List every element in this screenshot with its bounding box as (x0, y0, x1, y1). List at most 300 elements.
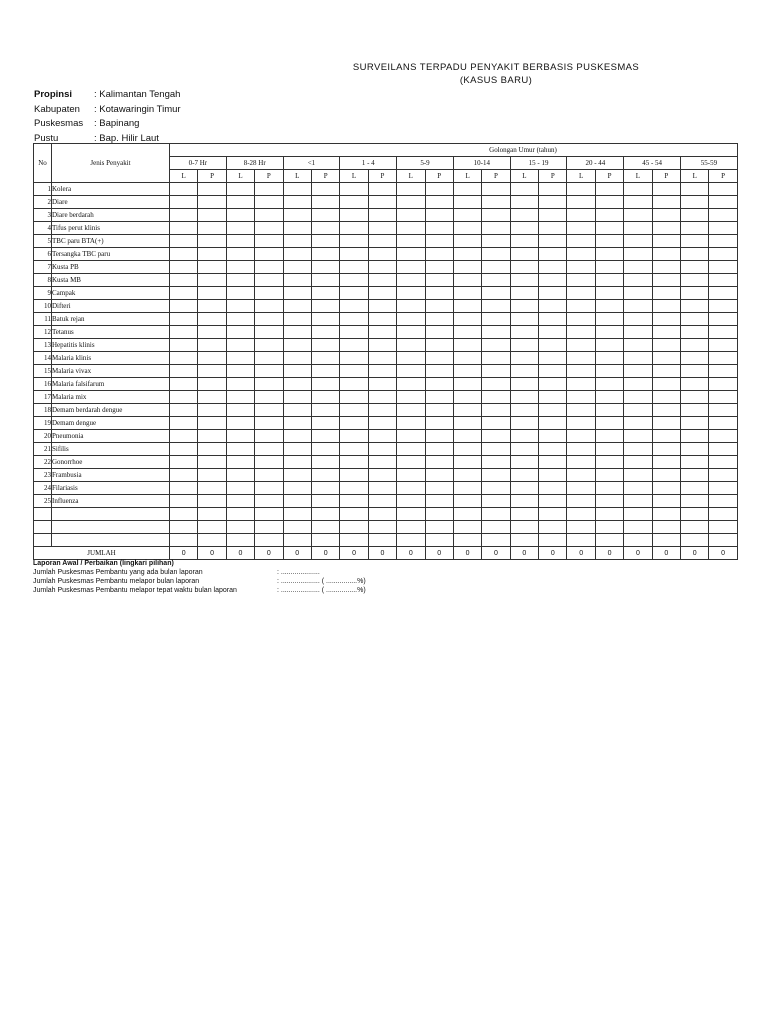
case-count-cell[interactable] (340, 196, 368, 209)
case-count-cell[interactable] (170, 417, 198, 430)
case-count-cell[interactable] (425, 339, 453, 352)
case-count-cell[interactable] (681, 391, 709, 404)
case-count-cell[interactable] (397, 248, 425, 261)
case-count-cell[interactable] (170, 248, 198, 261)
case-count-cell[interactable] (368, 209, 396, 222)
case-count-cell[interactable] (397, 443, 425, 456)
case-count-cell[interactable] (453, 300, 481, 313)
case-count-cell[interactable] (595, 183, 623, 196)
case-count-cell[interactable] (397, 326, 425, 339)
case-count-cell[interactable] (198, 534, 226, 547)
case-count-cell[interactable] (567, 326, 595, 339)
case-count-cell[interactable] (652, 274, 680, 287)
case-count-cell[interactable] (510, 378, 538, 391)
case-count-cell[interactable] (311, 352, 339, 365)
case-count-cell[interactable] (595, 456, 623, 469)
case-count-cell[interactable] (624, 196, 652, 209)
case-count-cell[interactable] (510, 274, 538, 287)
case-count-cell[interactable] (453, 508, 481, 521)
case-count-cell[interactable] (624, 443, 652, 456)
case-count-cell[interactable] (482, 196, 510, 209)
case-count-cell[interactable] (340, 521, 368, 534)
case-count-cell[interactable] (311, 209, 339, 222)
case-count-cell[interactable] (453, 222, 481, 235)
case-count-cell[interactable] (170, 196, 198, 209)
case-count-cell[interactable] (170, 326, 198, 339)
case-count-cell[interactable] (482, 378, 510, 391)
case-count-cell[interactable] (170, 482, 198, 495)
case-count-cell[interactable] (709, 365, 737, 378)
case-count-cell[interactable] (510, 404, 538, 417)
case-count-cell[interactable] (709, 196, 737, 209)
case-count-cell[interactable] (198, 300, 226, 313)
case-count-cell[interactable] (595, 196, 623, 209)
case-count-cell[interactable] (311, 235, 339, 248)
case-count-cell[interactable] (255, 456, 283, 469)
case-count-cell[interactable] (397, 482, 425, 495)
case-count-cell[interactable] (368, 261, 396, 274)
case-count-cell[interactable] (539, 339, 567, 352)
case-count-cell[interactable] (652, 209, 680, 222)
case-count-cell[interactable] (198, 209, 226, 222)
case-count-cell[interactable] (510, 261, 538, 274)
case-count-cell[interactable] (340, 456, 368, 469)
case-count-cell[interactable] (226, 248, 254, 261)
case-count-cell[interactable] (652, 378, 680, 391)
case-count-cell[interactable] (453, 235, 481, 248)
case-count-cell[interactable] (425, 404, 453, 417)
case-count-cell[interactable] (652, 261, 680, 274)
case-count-cell[interactable] (255, 326, 283, 339)
case-count-cell[interactable] (368, 313, 396, 326)
case-count-cell[interactable] (311, 417, 339, 430)
case-count-cell[interactable] (567, 183, 595, 196)
case-count-cell[interactable] (482, 469, 510, 482)
case-count-cell[interactable] (681, 365, 709, 378)
case-count-cell[interactable] (340, 339, 368, 352)
case-count-cell[interactable] (198, 196, 226, 209)
case-count-cell[interactable] (567, 222, 595, 235)
case-count-cell[interactable] (453, 352, 481, 365)
case-count-cell[interactable] (283, 508, 311, 521)
case-count-cell[interactable] (397, 235, 425, 248)
case-count-cell[interactable] (595, 274, 623, 287)
case-count-cell[interactable] (709, 378, 737, 391)
case-count-cell[interactable] (311, 404, 339, 417)
case-count-cell[interactable] (482, 261, 510, 274)
case-count-cell[interactable] (567, 339, 595, 352)
case-count-cell[interactable] (198, 521, 226, 534)
case-count-cell[interactable] (539, 183, 567, 196)
case-count-cell[interactable] (539, 235, 567, 248)
case-count-cell[interactable] (255, 508, 283, 521)
case-count-cell[interactable] (170, 456, 198, 469)
case-count-cell[interactable] (681, 521, 709, 534)
case-count-cell[interactable] (681, 326, 709, 339)
case-count-cell[interactable] (170, 378, 198, 391)
case-count-cell[interactable] (340, 209, 368, 222)
case-count-cell[interactable] (255, 352, 283, 365)
case-count-cell[interactable] (198, 326, 226, 339)
case-count-cell[interactable] (283, 417, 311, 430)
case-count-cell[interactable] (709, 274, 737, 287)
case-count-cell[interactable] (510, 287, 538, 300)
case-count-cell[interactable] (453, 209, 481, 222)
case-count-cell[interactable] (539, 443, 567, 456)
case-count-cell[interactable] (170, 508, 198, 521)
case-count-cell[interactable] (397, 378, 425, 391)
case-count-cell[interactable] (539, 313, 567, 326)
case-count-cell[interactable] (255, 222, 283, 235)
case-count-cell[interactable] (425, 482, 453, 495)
case-count-cell[interactable] (198, 183, 226, 196)
case-count-cell[interactable] (255, 417, 283, 430)
case-count-cell[interactable] (283, 300, 311, 313)
case-count-cell[interactable] (425, 508, 453, 521)
case-count-cell[interactable] (482, 209, 510, 222)
case-count-cell[interactable] (709, 248, 737, 261)
case-count-cell[interactable] (539, 222, 567, 235)
case-count-cell[interactable] (681, 183, 709, 196)
case-count-cell[interactable] (311, 443, 339, 456)
case-count-cell[interactable] (283, 235, 311, 248)
case-count-cell[interactable] (226, 183, 254, 196)
case-count-cell[interactable] (425, 248, 453, 261)
case-count-cell[interactable] (453, 456, 481, 469)
case-count-cell[interactable] (226, 430, 254, 443)
case-count-cell[interactable] (510, 391, 538, 404)
case-count-cell[interactable] (397, 534, 425, 547)
case-count-cell[interactable] (510, 430, 538, 443)
case-count-cell[interactable] (482, 417, 510, 430)
case-count-cell[interactable] (709, 534, 737, 547)
case-count-cell[interactable] (453, 326, 481, 339)
case-count-cell[interactable] (170, 495, 198, 508)
case-count-cell[interactable] (595, 339, 623, 352)
case-count-cell[interactable] (709, 222, 737, 235)
case-count-cell[interactable] (681, 339, 709, 352)
case-count-cell[interactable] (255, 261, 283, 274)
case-count-cell[interactable] (453, 313, 481, 326)
case-count-cell[interactable] (340, 183, 368, 196)
case-count-cell[interactable] (283, 521, 311, 534)
case-count-cell[interactable] (510, 534, 538, 547)
case-count-cell[interactable] (226, 209, 254, 222)
case-count-cell[interactable] (397, 313, 425, 326)
case-count-cell[interactable] (624, 209, 652, 222)
case-count-cell[interactable] (255, 534, 283, 547)
case-count-cell[interactable] (482, 391, 510, 404)
case-count-cell[interactable] (198, 508, 226, 521)
case-count-cell[interactable] (681, 196, 709, 209)
case-count-cell[interactable] (482, 352, 510, 365)
case-count-cell[interactable] (510, 495, 538, 508)
case-count-cell[interactable] (425, 183, 453, 196)
case-count-cell[interactable] (624, 378, 652, 391)
case-count-cell[interactable] (510, 352, 538, 365)
case-count-cell[interactable] (368, 456, 396, 469)
case-count-cell[interactable] (510, 313, 538, 326)
case-count-cell[interactable] (340, 391, 368, 404)
case-count-cell[interactable] (226, 365, 254, 378)
case-count-cell[interactable] (425, 469, 453, 482)
case-count-cell[interactable] (311, 313, 339, 326)
case-count-cell[interactable] (652, 508, 680, 521)
case-count-cell[interactable] (283, 456, 311, 469)
case-count-cell[interactable] (283, 391, 311, 404)
case-count-cell[interactable] (453, 274, 481, 287)
case-count-cell[interactable] (198, 469, 226, 482)
case-count-cell[interactable] (397, 183, 425, 196)
case-count-cell[interactable] (425, 261, 453, 274)
case-count-cell[interactable] (709, 417, 737, 430)
case-count-cell[interactable] (453, 196, 481, 209)
case-count-cell[interactable] (567, 482, 595, 495)
case-count-cell[interactable] (482, 313, 510, 326)
case-count-cell[interactable] (624, 222, 652, 235)
case-count-cell[interactable] (198, 417, 226, 430)
case-count-cell[interactable] (170, 313, 198, 326)
case-count-cell[interactable] (539, 274, 567, 287)
case-count-cell[interactable] (709, 287, 737, 300)
case-count-cell[interactable] (652, 430, 680, 443)
case-count-cell[interactable] (368, 443, 396, 456)
case-count-cell[interactable] (340, 404, 368, 417)
case-count-cell[interactable] (453, 417, 481, 430)
case-count-cell[interactable] (510, 196, 538, 209)
case-count-cell[interactable] (340, 378, 368, 391)
case-count-cell[interactable] (368, 508, 396, 521)
case-count-cell[interactable] (368, 378, 396, 391)
case-count-cell[interactable] (652, 339, 680, 352)
case-count-cell[interactable] (425, 417, 453, 430)
case-count-cell[interactable] (681, 534, 709, 547)
case-count-cell[interactable] (595, 482, 623, 495)
case-count-cell[interactable] (255, 339, 283, 352)
case-count-cell[interactable] (283, 365, 311, 378)
case-count-cell[interactable] (453, 391, 481, 404)
case-count-cell[interactable] (397, 352, 425, 365)
case-count-cell[interactable] (255, 521, 283, 534)
case-count-cell[interactable] (453, 287, 481, 300)
case-count-cell[interactable] (482, 222, 510, 235)
case-count-cell[interactable] (595, 261, 623, 274)
case-count-cell[interactable] (226, 391, 254, 404)
case-count-cell[interactable] (397, 339, 425, 352)
case-count-cell[interactable] (539, 196, 567, 209)
case-count-cell[interactable] (311, 456, 339, 469)
case-count-cell[interactable] (340, 287, 368, 300)
note-fill[interactable]: : .................... ( ................%) (277, 587, 366, 594)
case-count-cell[interactable] (397, 456, 425, 469)
case-count-cell[interactable] (510, 209, 538, 222)
case-count-cell[interactable] (255, 378, 283, 391)
case-count-cell[interactable] (652, 443, 680, 456)
case-count-cell[interactable] (482, 326, 510, 339)
case-count-cell[interactable] (425, 222, 453, 235)
case-count-cell[interactable] (595, 235, 623, 248)
case-count-cell[interactable] (425, 313, 453, 326)
case-count-cell[interactable] (255, 404, 283, 417)
case-count-cell[interactable] (482, 521, 510, 534)
case-count-cell[interactable] (539, 521, 567, 534)
case-count-cell[interactable] (226, 235, 254, 248)
case-count-cell[interactable] (340, 469, 368, 482)
case-count-cell[interactable] (624, 365, 652, 378)
case-count-cell[interactable] (567, 352, 595, 365)
case-count-cell[interactable] (652, 196, 680, 209)
case-count-cell[interactable] (368, 196, 396, 209)
case-count-cell[interactable] (425, 495, 453, 508)
case-count-cell[interactable] (368, 339, 396, 352)
case-count-cell[interactable] (652, 391, 680, 404)
case-count-cell[interactable] (567, 378, 595, 391)
case-count-cell[interactable] (624, 287, 652, 300)
case-count-cell[interactable] (226, 482, 254, 495)
case-count-cell[interactable] (681, 443, 709, 456)
case-count-cell[interactable] (170, 339, 198, 352)
case-count-cell[interactable] (226, 404, 254, 417)
case-count-cell[interactable] (539, 404, 567, 417)
case-count-cell[interactable] (226, 469, 254, 482)
case-count-cell[interactable] (510, 469, 538, 482)
case-count-cell[interactable] (709, 508, 737, 521)
case-count-cell[interactable] (453, 430, 481, 443)
case-count-cell[interactable] (681, 456, 709, 469)
case-count-cell[interactable] (226, 313, 254, 326)
case-count-cell[interactable] (170, 183, 198, 196)
case-count-cell[interactable] (510, 235, 538, 248)
case-count-cell[interactable] (311, 378, 339, 391)
case-count-cell[interactable] (283, 482, 311, 495)
case-count-cell[interactable] (595, 222, 623, 235)
case-count-cell[interactable] (709, 443, 737, 456)
case-count-cell[interactable] (567, 417, 595, 430)
case-count-cell[interactable] (425, 430, 453, 443)
case-count-cell[interactable] (567, 534, 595, 547)
case-count-cell[interactable] (397, 521, 425, 534)
case-count-cell[interactable] (198, 222, 226, 235)
case-count-cell[interactable] (368, 430, 396, 443)
case-count-cell[interactable] (453, 495, 481, 508)
case-count-cell[interactable] (255, 209, 283, 222)
case-count-cell[interactable] (595, 313, 623, 326)
case-count-cell[interactable] (397, 495, 425, 508)
case-count-cell[interactable] (170, 300, 198, 313)
case-count-cell[interactable] (255, 196, 283, 209)
case-count-cell[interactable] (652, 365, 680, 378)
case-count-cell[interactable] (539, 430, 567, 443)
case-count-cell[interactable] (510, 222, 538, 235)
case-count-cell[interactable] (453, 261, 481, 274)
case-count-cell[interactable] (681, 352, 709, 365)
case-count-cell[interactable] (539, 365, 567, 378)
case-count-cell[interactable] (624, 456, 652, 469)
case-count-cell[interactable] (652, 417, 680, 430)
case-count-cell[interactable] (198, 352, 226, 365)
case-count-cell[interactable] (170, 534, 198, 547)
case-count-cell[interactable] (340, 417, 368, 430)
case-count-cell[interactable] (624, 391, 652, 404)
case-count-cell[interactable] (624, 313, 652, 326)
case-count-cell[interactable] (397, 365, 425, 378)
case-count-cell[interactable] (198, 365, 226, 378)
case-count-cell[interactable] (170, 222, 198, 235)
case-count-cell[interactable] (170, 235, 198, 248)
case-count-cell[interactable] (539, 261, 567, 274)
case-count-cell[interactable] (709, 391, 737, 404)
case-count-cell[interactable] (539, 248, 567, 261)
case-count-cell[interactable] (368, 248, 396, 261)
case-count-cell[interactable] (198, 274, 226, 287)
case-count-cell[interactable] (397, 404, 425, 417)
case-count-cell[interactable] (340, 326, 368, 339)
case-count-cell[interactable] (709, 482, 737, 495)
case-count-cell[interactable] (681, 417, 709, 430)
case-count-cell[interactable] (283, 352, 311, 365)
case-count-cell[interactable] (311, 508, 339, 521)
case-count-cell[interactable] (539, 495, 567, 508)
case-count-cell[interactable] (595, 300, 623, 313)
case-count-cell[interactable] (652, 482, 680, 495)
case-count-cell[interactable] (226, 521, 254, 534)
case-count-cell[interactable] (283, 534, 311, 547)
case-count-cell[interactable] (170, 352, 198, 365)
case-count-cell[interactable] (283, 404, 311, 417)
case-count-cell[interactable] (226, 352, 254, 365)
case-count-cell[interactable] (453, 378, 481, 391)
case-count-cell[interactable] (567, 443, 595, 456)
case-count-cell[interactable] (340, 352, 368, 365)
case-count-cell[interactable] (255, 391, 283, 404)
case-count-cell[interactable] (567, 248, 595, 261)
case-count-cell[interactable] (709, 521, 737, 534)
case-count-cell[interactable] (311, 261, 339, 274)
case-count-cell[interactable] (226, 274, 254, 287)
case-count-cell[interactable] (624, 235, 652, 248)
case-count-cell[interactable] (567, 209, 595, 222)
case-count-cell[interactable] (368, 235, 396, 248)
case-count-cell[interactable] (226, 261, 254, 274)
case-count-cell[interactable] (198, 235, 226, 248)
case-count-cell[interactable] (425, 235, 453, 248)
case-count-cell[interactable] (255, 300, 283, 313)
case-count-cell[interactable] (453, 365, 481, 378)
case-count-cell[interactable] (595, 521, 623, 534)
case-count-cell[interactable] (170, 261, 198, 274)
case-count-cell[interactable] (425, 378, 453, 391)
case-count-cell[interactable] (340, 443, 368, 456)
case-count-cell[interactable] (510, 248, 538, 261)
case-count-cell[interactable] (311, 391, 339, 404)
case-count-cell[interactable] (567, 391, 595, 404)
case-count-cell[interactable] (539, 482, 567, 495)
case-count-cell[interactable] (368, 326, 396, 339)
case-count-cell[interactable] (425, 326, 453, 339)
case-count-cell[interactable] (425, 274, 453, 287)
case-count-cell[interactable] (453, 404, 481, 417)
case-count-cell[interactable] (368, 521, 396, 534)
case-count-cell[interactable] (198, 391, 226, 404)
case-count-cell[interactable] (283, 248, 311, 261)
case-count-cell[interactable] (539, 352, 567, 365)
case-count-cell[interactable] (681, 248, 709, 261)
case-count-cell[interactable] (368, 274, 396, 287)
case-count-cell[interactable] (425, 209, 453, 222)
case-count-cell[interactable] (425, 521, 453, 534)
case-count-cell[interactable] (311, 365, 339, 378)
case-count-cell[interactable] (425, 443, 453, 456)
